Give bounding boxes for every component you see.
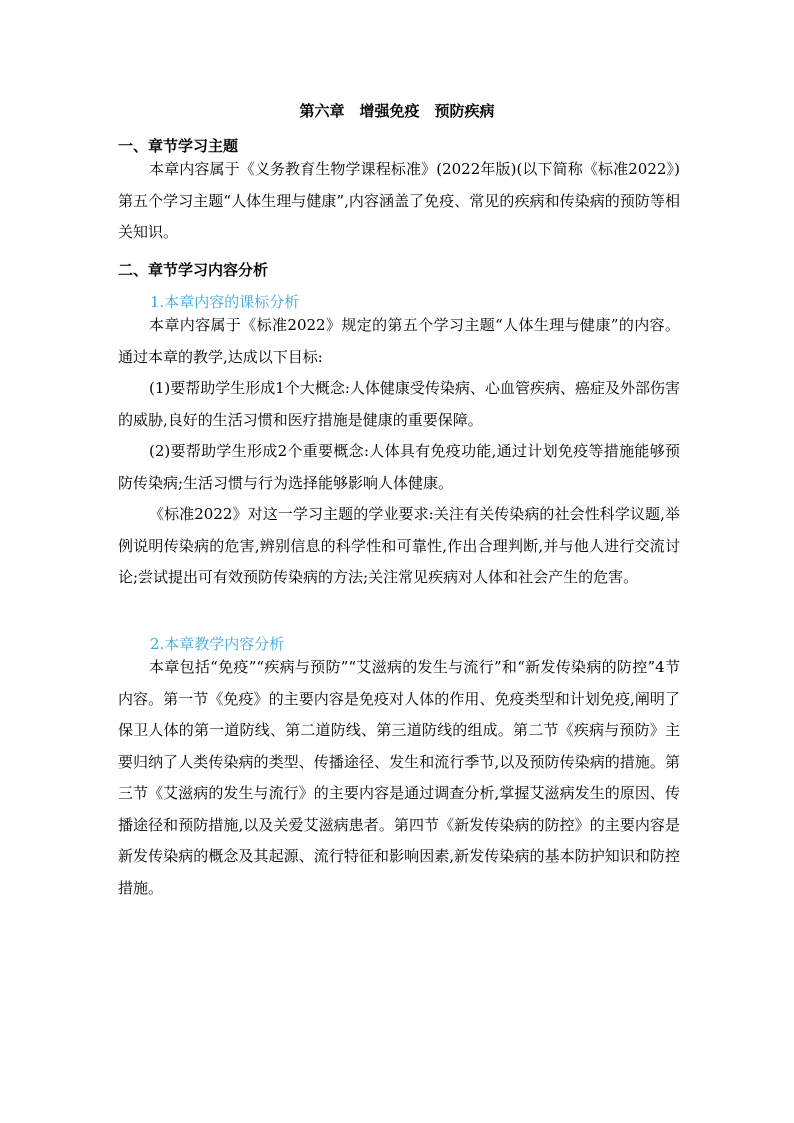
subsection-heading-1: 1.本章内容的课标分析	[150, 293, 300, 311]
sub2-paragraph-1: 本章包括“免疫”“疾病与预防”“艾滋病的发生与流行”和“新发传染病的防控”4节内容。第一节《免疫》的主要内容是免疫对人体的作用、免疫类型和计划免疫,阐明了保卫人体的第一道防线、第二道防线、第三道防线的组成。第二节《疾病与预防》主要归纳了人类传染病的类型、传播途径、发生和流行季节,以及预防传染病的措施。第三节《艾滋病的发生与流行》的主要内容是通过调查分析,掌握艾滋病发生的原因、传播途径和预防措施,以及关爱艾滋病患者。第四节《新发传染病的防控》的主要内容是新发传染病的概念及其起源、流行特征和影响因素,新发传染病的基本防护知识和防控措施。	[118, 658, 680, 897]
sub1-paragraph-4: 《标准2022》对这一学习主题的学业要求:关注有关传染病的社会性科学议题,举例说明传染病的危害,辨别信息的科学性和可靠性,作出合理判断,并与他人进行交流讨论;尝试提出可有效预防传染病的方法;关注常见疾病对人体和社会产生的危害。	[118, 505, 680, 586]
section-heading-2: 二、章节学习内容分析	[118, 261, 269, 279]
subsection-heading-2: 2.本章教学内容分析	[150, 635, 285, 653]
sub1-paragraph-1: 本章内容属于《标准2022》规定的第五个学习主题“人体生理与健康”的内容。通过本章的教学,达成以下目标:	[118, 316, 680, 366]
sub1-paragraph-2: (1)要帮助学生形成1个大概念:人体健康受传染病、心血管疾病、癌症及外部伤害的威胁,良好的生活习惯和医疗措施是健康的重要保障。	[118, 379, 680, 429]
section1-paragraph: 本章内容属于《义务教育生物学课程标准》(2022年版)(以下简称《标准2022》)第五个学习主题“人体生理与健康”,内容涵盖了免疫、常见的疾病和传染病的预防等相关知识。	[118, 160, 680, 241]
sub1-paragraph-3: (2)要帮助学生形成2个重要概念:人体具有免疫功能,通过计划免疫等措施能够预防传染病;生活习惯与行为选择能够影响人体健康。	[118, 442, 680, 492]
chapter-title: 第六章 增强免疫 预防疾病	[299, 102, 495, 120]
section-heading-1: 一、章节学习主题	[118, 137, 239, 155]
